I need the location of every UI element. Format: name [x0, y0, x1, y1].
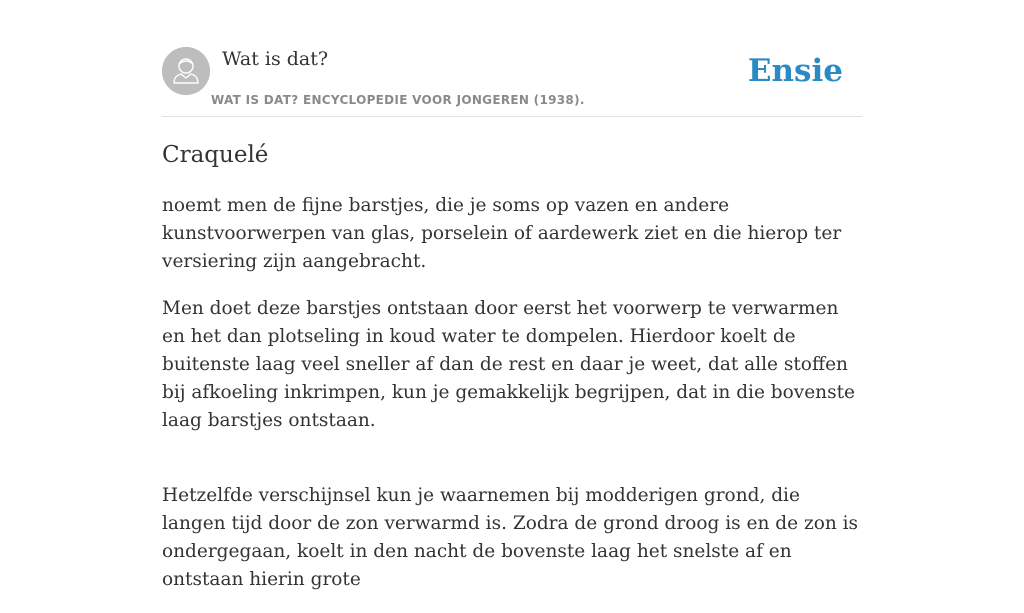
site-logo[interactable]: Ensie — [747, 53, 843, 89]
article-body — [162, 192, 862, 613]
avatar[interactable] — [162, 47, 210, 95]
source-label[interactable]: WAT IS DAT? ENCYCLOPEDIE VOOR JONGEREN (1938). — [211, 93, 585, 107]
paragraph-spacer — [162, 454, 862, 482]
article-paragraph: Men doet deze barstjes ontstaan door eerst het voorwerp te verwarmen en het dan plotseling in koud water te dompelen. Hierdoor koelt de buitenste laag veel sneller af dan de rest en daar je weet, dat alle stoffen bij afkoeling inkrimpen, kun je gemakkelijk begrijpen, dat in die bovenste laag barstjes ontstaan. — [162, 298, 855, 431]
article-paragraph: noemt men de fijne barstjes, die je soms op vazen en andere kunstvoorwerpen van glas, porselein of aardewerk ziet en die hierop ter versiering zijn aangebracht. — [162, 195, 842, 272]
author-name[interactable]: Wat is dat? — [222, 48, 329, 70]
article-header — [162, 46, 862, 117]
user-outline-icon — [162, 47, 210, 95]
article-paragraph: Hetzelfde verschijnsel kun je waarnemen bij modderigen grond, die langen tijd door de zon verwarmd is. Zodra de grond droog is en de zon is ondergegaan, koelt in den nacht de bovenste laag het snelste af en ontstaan hierin grote — [162, 485, 859, 590]
article-title: Craquelé — [162, 142, 269, 168]
